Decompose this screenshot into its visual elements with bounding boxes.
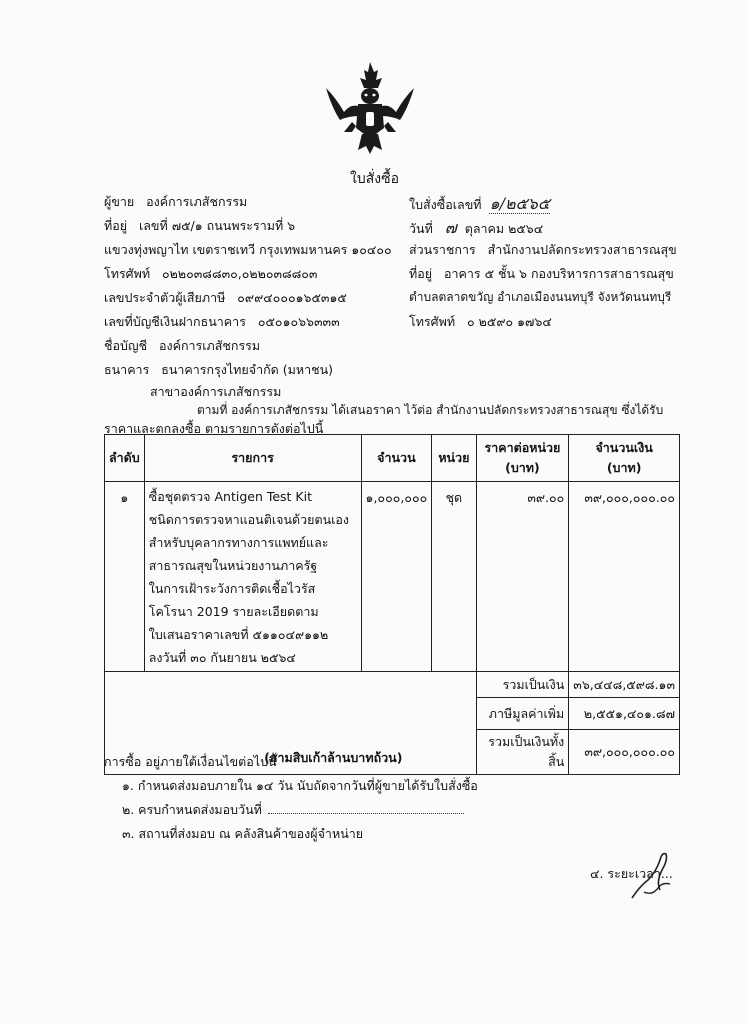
row-qty: ๑,๐๐๐,๐๐๐ [361, 482, 432, 672]
row-desc-line: ใบเสนอราคาเลขที่ ๕๑๑๐๔๙๑๑๒ [148, 627, 329, 642]
header-unit-price-text: ราคาต่อหน่วย [484, 440, 561, 455]
subtotal-row [105, 672, 680, 698]
seller-bank-branch: สาขาองค์การเภสัชกรรม [150, 384, 282, 399]
seller-phone: ๐๒๒๐๓๘๘๓๐,๐๒๒๐๓๘๘๐๓ [162, 266, 318, 281]
condition-item: ๓. สถานที่ส่งมอบ ณ คลังสินค้าของผู้จำหน่าย [122, 826, 364, 841]
seller-account-label: เลขที่บัญชีเงินฝากธนาคาร [104, 314, 246, 329]
order-items-table [104, 434, 680, 775]
order-date-label: วันที่ [409, 221, 433, 236]
vat-label: ภาษีมูลค่าเพิ่ม [476, 698, 569, 730]
next-page-note: ๔. ระยะเวลา... [590, 866, 673, 881]
seller-bank: ธนาคารกรุงไทยจำกัด (มหาชน) [161, 362, 334, 377]
document-title: ใบสั่งซื้อ [349, 171, 399, 187]
header-no: ลำดับ [105, 435, 145, 482]
subtotal-label: รวมเป็นเงิน [476, 672, 569, 698]
row-no: ๑ [105, 482, 145, 672]
order-phone-row [409, 312, 552, 332]
header-amount [569, 435, 680, 482]
subtotal-value: ๓๖,๔๔๘,๕๙๘.๑๓ [569, 672, 680, 698]
order-phone-label: โทรศัพท์ [409, 314, 456, 329]
seller-account-name-label: ชื่อบัญชี [104, 338, 148, 353]
row-desc-line: โคโรนา 2019 รายละเอียดตาม [148, 604, 319, 619]
blank-fill-line [268, 803, 464, 814]
initials-signature-icon [626, 846, 682, 906]
seller-account-row [104, 312, 340, 332]
header-item: รายการ [144, 435, 361, 482]
row-unit-price: ๓๙.๐๐ [476, 482, 569, 672]
garuda-emblem-icon [322, 58, 418, 158]
seller-taxid: ๐๙๙๔๐๐๐๑๖๕๓๑๕ [237, 290, 347, 305]
order-phone: ๐ ๒๕๙๐ ๑๗๖๔ [467, 314, 552, 329]
seller-phone-label: โทรศัพท์ [104, 266, 151, 281]
seller-account-name: องค์การเภสัชกรรม [158, 338, 261, 353]
row-desc-line: ซื้อชุดตรวจ Antigen Test Kit [148, 489, 313, 504]
row-description [144, 482, 361, 672]
seller-account-name-row [104, 336, 260, 356]
row-desc-line: สาธารณสุขในหน่วยงานภาครัฐ [148, 558, 318, 573]
seller-phone-row [104, 264, 317, 284]
header-qty: จำนวน [361, 435, 432, 482]
order-agency-label: ส่วนราชการ [409, 242, 476, 257]
row-desc-line: ในการเฝ้าระวังการติดเชื้อไวรัส [148, 581, 316, 596]
order-address-line1: อาคาร ๕ ชั้น ๖ กองบริหารการสาธารณสุข [444, 266, 674, 281]
order-date-row [409, 216, 543, 241]
vat-value: ๒,๕๕๑,๔๐๑.๘๗ [569, 698, 680, 730]
seller-address-line1: เลขที่ ๗๕/๑ ถนนพระรามที่ ๖ [139, 218, 296, 233]
seller-name: องค์การเภสัชกรรม [146, 194, 248, 209]
total-words: (สามสิบเก้าล้านบาทถ้วน) [264, 750, 403, 765]
condition-item: ๑. กำหนดส่งมอบภายใน ๑๔ วัน นับถัดจากวันที่ผู้ขายได้รับใบสั่งซื้อ [122, 778, 478, 793]
seller-bank-label: ธนาคาร [104, 362, 150, 377]
seller-name-label: ผู้ขาย [104, 194, 135, 209]
seller-address-label: ที่อยู่ [104, 218, 128, 233]
intro-line2: ราคาและตกลงซื้อ ตามรายการดังต่อไปนี้ [104, 421, 324, 436]
row-desc-line: สำหรับบุคลากรทางการแพทย์และ [148, 535, 329, 550]
condition-item-text: ๒. ครบกำหนดส่งมอบวันที่ [122, 802, 262, 817]
table-header-row [105, 435, 680, 482]
order-date-rest: ตุลาคม ๒๕๖๔ [464, 221, 544, 236]
header-unit-price-currency: (บาท) [505, 460, 540, 475]
order-number: ๑/๒๕๖๕ [489, 194, 550, 213]
condition-item [122, 800, 464, 820]
order-address-label: ที่อยู่ [409, 266, 433, 281]
total-value: ๓๙,๐๐๐,๐๐๐.๐๐ [569, 730, 680, 775]
intro-line1: ตามที่ องค์การเภสัชกรรม ได้เสนอราคา ไว้ต่อ สำนักงานปลัดกระทรวงสาธารณสุข ซึ่งได้รับ [197, 403, 664, 417]
row-amount: ๓๙,๐๐๐,๐๐๐.๐๐ [569, 482, 680, 672]
table-row [105, 482, 680, 672]
row-desc-line: ชนิดการตรวจหาแอนติเจนด้วยตนเอง [148, 512, 349, 527]
seller-address-line2: แขวงทุ่งพญาไท เขตราชเทวี กรุงเทพมหานคร ๑๐๔๐๐ [104, 242, 392, 257]
order-agency-row [409, 240, 677, 260]
header-unit: หน่วย [432, 435, 476, 482]
row-desc-line: ลงวันที่ ๓๐ กันยายน ๒๕๖๔ [148, 650, 296, 665]
seller-bank-row [104, 360, 333, 380]
header-unit-price [476, 435, 569, 482]
seller-taxid-label: เลขประจำตัวผู้เสียภาษี [104, 290, 226, 305]
order-address-line2: ตำบลตลาดขวัญ อำเภอเมืองนนทบุรี จังหวัดนนทบุรี [409, 290, 672, 304]
order-number-label: ใบสั่งซื้อเลขที่ [409, 197, 482, 212]
header-amount-currency: (บาท) [606, 460, 642, 475]
order-agency: สำนักงานปลัดกระทรวงสาธารณสุข [487, 242, 677, 257]
order-address-row [409, 264, 674, 284]
seller-name-row [104, 192, 247, 212]
seller-address-row [104, 216, 295, 236]
conditions-heading: การซื้อ อยู่ภายใต้เงื่อนไขต่อไปนี้ [104, 754, 277, 769]
header-amount-text: จำนวนเงิน [595, 440, 653, 455]
seller-taxid-row [104, 288, 347, 308]
row-unit: ชุด [432, 482, 476, 672]
total-label: รวมเป็นเงินทั้งสิ้น [476, 730, 569, 775]
order-date-day: ๗ [444, 218, 457, 237]
seller-account-number: ๐๕๐๑๐๖๖๓๓๓ [257, 314, 340, 329]
order-number-row [409, 192, 550, 217]
